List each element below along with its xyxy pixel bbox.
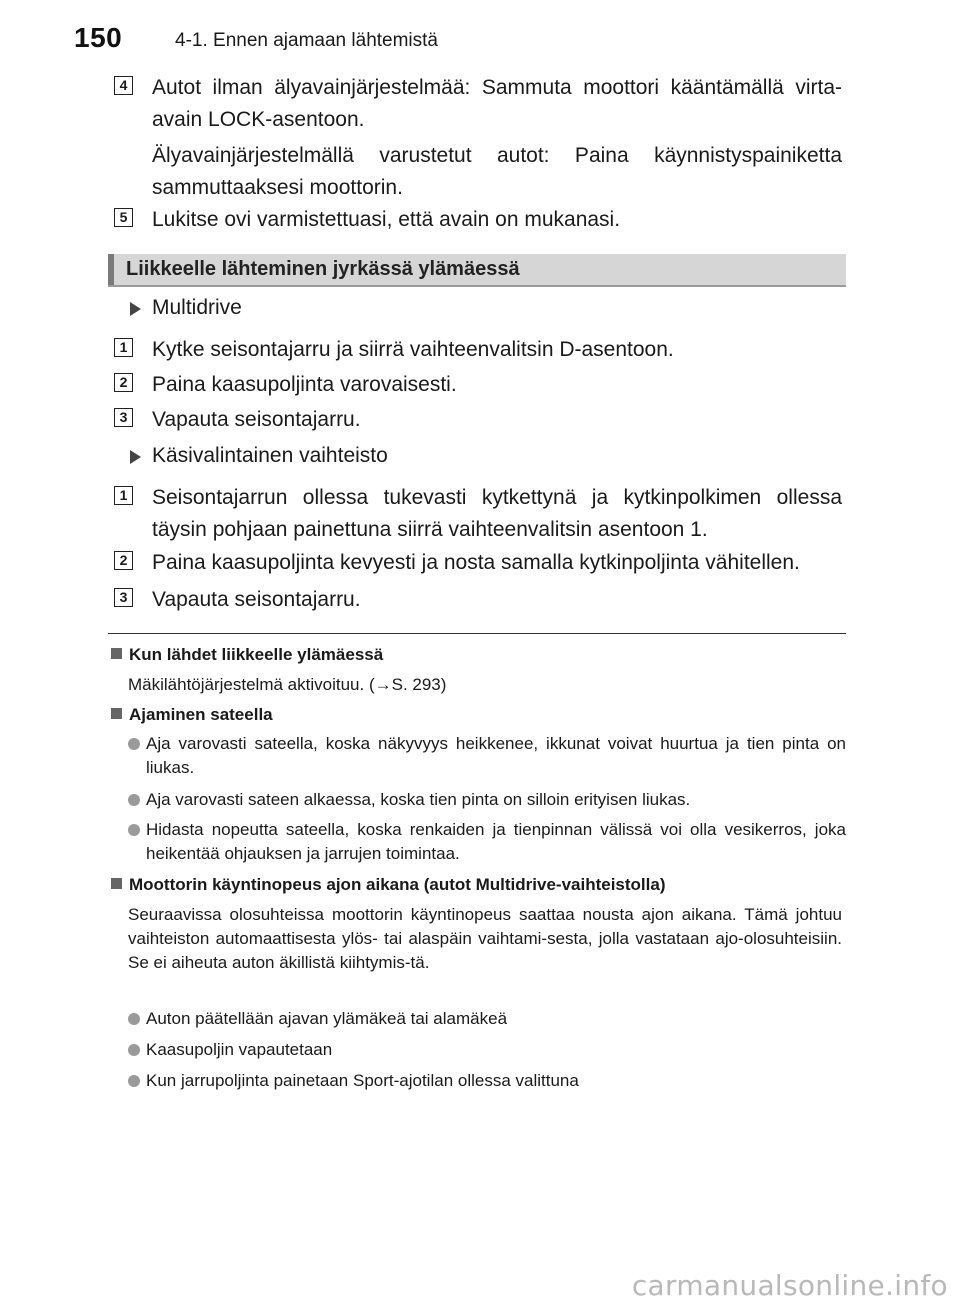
step-number: 1	[114, 338, 133, 357]
step-number: 1	[114, 486, 133, 505]
divider	[108, 633, 846, 634]
bullet-text: Aja varovasti sateen alkaessa, koska tien pinta on silloin erityisen liukas.	[146, 790, 691, 809]
bullet-dot-icon	[128, 1013, 140, 1025]
square-icon	[111, 648, 122, 659]
page-number: 150	[74, 22, 123, 53]
step-text: Lukitse ovi varmistettuasi, että avain on mukanasi.	[152, 208, 621, 231]
section-title: 4-1. Ennen ajamaan lähtemistä	[175, 30, 438, 51]
note-title: Moottorin käyntinopeus ajon aikana (autot Multidrive-vaihteistolla)	[129, 875, 666, 894]
note-title: Ajaminen sateella	[129, 705, 273, 724]
step-number: 3	[114, 408, 133, 427]
bullet-text: Kaasupoljin vapautetaan	[146, 1040, 333, 1059]
step-text: Vapauta seisontajarru.	[152, 408, 361, 431]
step-text: Kytke seisontajarru ja siirrä vaihteenvalitsin D-asentoon.	[152, 338, 674, 361]
page-header	[0, 0, 960, 60]
bullet-dot-icon	[128, 794, 140, 806]
step-text-2: Älyavainjärjestelmällä varustetut autot: Paina käynnistyspainiketta sammuttaaksesi moottorin.	[152, 144, 842, 199]
heading-accent	[108, 254, 114, 285]
bullet-dot-icon	[128, 1044, 140, 1056]
bullet-dot-icon	[128, 1075, 140, 1087]
step-number: 2	[114, 373, 133, 392]
bullet-text: Aja varovasti sateella, koska näkyvyys heikkenee, ikkunat voivat huurtua ja tien pinta on liukas.	[146, 734, 846, 777]
note-heading	[111, 705, 273, 725]
step-text: Paina kaasupoljinta varovaisesti.	[152, 373, 457, 396]
section-heading	[108, 254, 846, 287]
step-number: 4	[114, 76, 133, 95]
step-number: 3	[114, 588, 133, 607]
step-number: 5	[114, 208, 133, 227]
bullet-text: Auton päätellään ajavan ylämäkeä tai alamäkeä	[146, 1009, 508, 1028]
bullet-dot-icon	[128, 824, 140, 836]
note-heading	[111, 645, 383, 665]
square-icon	[111, 878, 122, 889]
note-text: Seuraavissa olosuhteissa moottorin käyntinopeus saattaa nousta ajon aikana. Tämä johtuu vaihteiston automaattisesta ylös- tai alaspäin vaihtami-sesta, jolla vastataan ajo-olosuhteisiin. Se ei aiheuta auton äkillistä kiihtymis-tä.	[128, 905, 842, 972]
watermark: carmanualsonline.info	[631, 1269, 948, 1302]
step-text: Vapauta seisontajarru.	[152, 588, 361, 611]
heading-text: Liikkeelle lähteminen jyrkässä ylämäessä	[126, 258, 520, 280]
step-text: Autot ilman älyavainjärjestelmää: Sammuta moottori kääntämällä virta-avain LOCK-asentoon.	[152, 76, 842, 131]
bullet-text: Kun jarrupoljinta painetaan Sport-ajotilan ollessa valittuna	[146, 1071, 579, 1090]
step-text: Seisontajarrun ollessa tukevasti kytkettynä ja kytkinpolkimen ollessa täysin pohjaan painettuna siirrä vaihteenvalitsin asentoon 1.	[152, 486, 842, 541]
bullet-text: Hidasta nopeutta sateella, koska renkaiden ja tienpinnan välissä voi olla vesikerros, joka heikentää ohjauksen ja jarrujen toimintaa.	[146, 820, 846, 863]
arrow-icon	[130, 450, 141, 464]
note-heading	[111, 875, 666, 895]
note-title: Kun lähdet liikkeelle ylämäessä	[129, 645, 384, 664]
step-number: 2	[114, 551, 133, 570]
note-text: Mäkilähtöjärjestelmä aktivoituu. (→S. 293)	[128, 675, 447, 694]
arrow-icon	[130, 302, 141, 316]
square-icon	[111, 708, 122, 719]
bullet-dot-icon	[128, 738, 140, 750]
step-text: Paina kaasupoljinta kevyesti ja nosta samalla kytkinpoljinta vähitellen.	[152, 551, 800, 574]
